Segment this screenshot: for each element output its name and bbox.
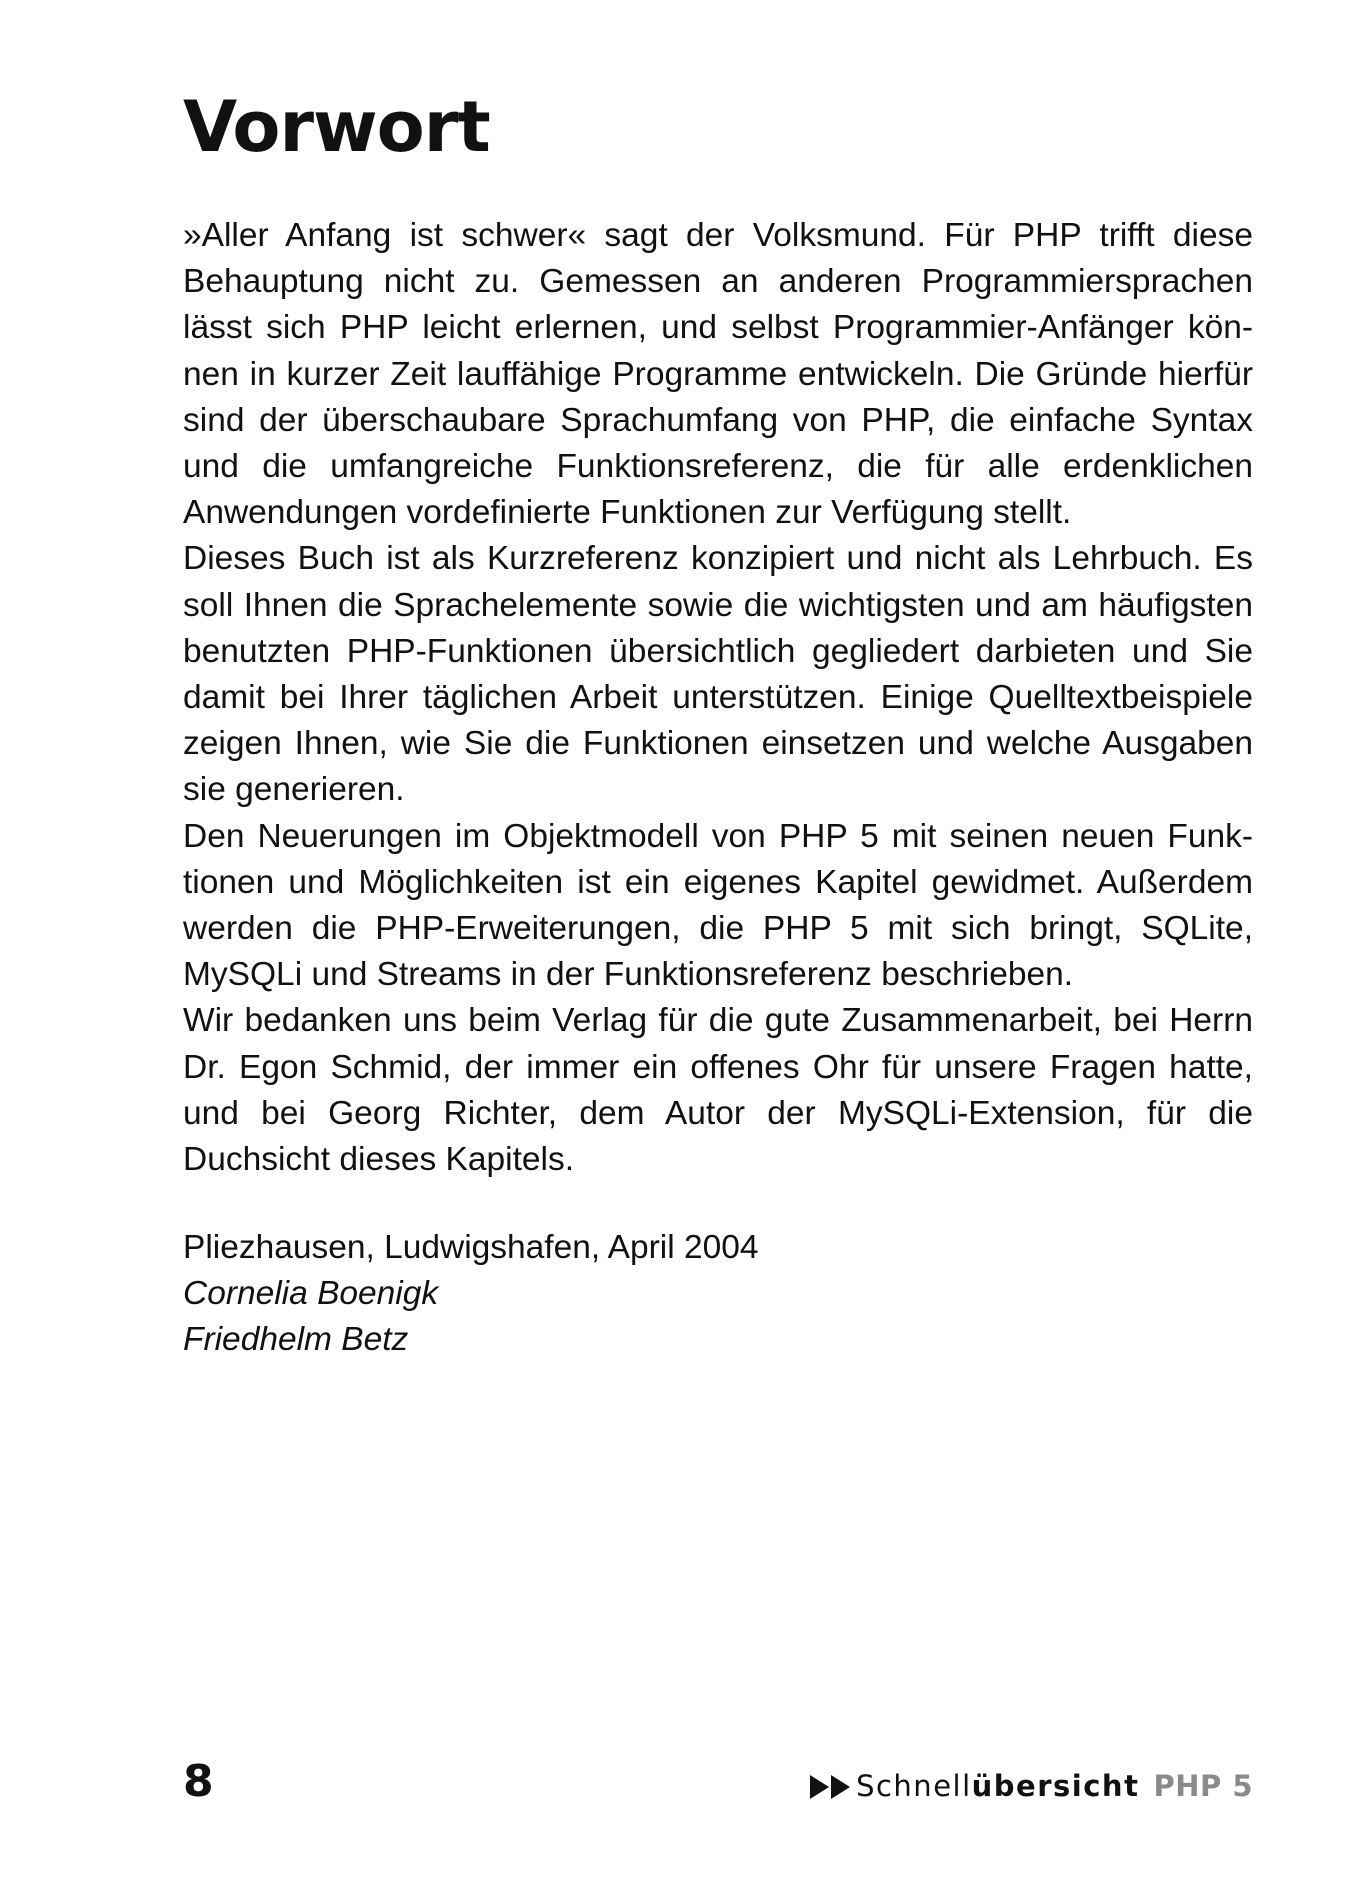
series-title-bold: übersicht — [971, 1769, 1140, 1803]
paragraph-book-purpose: Dieses Buch ist als Kurzreferenz konzipiert und nicht als Lehrbuch. Es soll Ihnen die Sprachelemente sowie die wichtigsten und am häufigsten benutzten PHP-Funktionen übersichtlich gegliedert darbieten und Sie damit bei Ihrer täglichen Arbeit unterstützen. Einige Quelltextbeispiele zeigen Ihnen, wie Sie die Funktionen einsetzen und welche Ausgaben sie generieren. — [183, 540, 1253, 809]
page-footer — [183, 1756, 1253, 1820]
author-name: Friedhelm Betz — [183, 1321, 409, 1359]
paragraph-intro: »Aller Anfang ist schwer« sagt der Volksmund. Für PHP trifft diese Behauptung nicht zu. Gemessen an anderen Programmiersprachen lässt sich PHP leicht erlernen, und selbst Programmier-Anfänger können in kurzer Zeit lauffähige Programme entwickeln. Die Gründe hierfür sind der überschaubare Sprachumfang von PHP, die einfache Syntax und die umfangreiche Funktionsreferenz, die für alle erdenklichen Anwendungen vordefinierte Funktionen zur Verfügung stellt. — [183, 217, 1253, 532]
series-php-label: PHP 5 — [1153, 1769, 1253, 1803]
signature-block — [183, 1225, 1083, 1364]
page-title: Vorwort — [183, 86, 490, 168]
paragraph-acknowledgements: Wir bedanken uns beim Verlag für die gute Zusammenarbeit, bei Herrn Dr. Egon Schmid, der immer ein offenes Ohr für unsere Fragen hatte, und bei Georg Richter, dem Autor der MySQLi-Extension, für die Duchsicht dieses Kapitels. — [183, 1002, 1253, 1179]
series-title-light: Schnell — [856, 1769, 972, 1803]
body-text — [183, 213, 1253, 1183]
double-right-triangle-icon — [810, 1775, 852, 1799]
series-title — [810, 1769, 1253, 1803]
paragraph-php5-features: Den Neuerungen im Objektmodell von PHP 5 mit seinen neuen Funktionen und Möglichkeiten ist ein eigenes Kapitel gewidmet. Außerdem werden die PHP-Erweiterungen, die PHP 5 mit sich bringt, SQLite, MySQLi und Streams in der Funktionsreferenz beschrieben. — [183, 817, 1253, 994]
place-date: Pliezhausen, Ludwigshafen, April 2004 — [183, 1229, 759, 1266]
page-number: 8 — [183, 1756, 214, 1807]
author-name: Cornelia Boenigk — [183, 1275, 439, 1313]
